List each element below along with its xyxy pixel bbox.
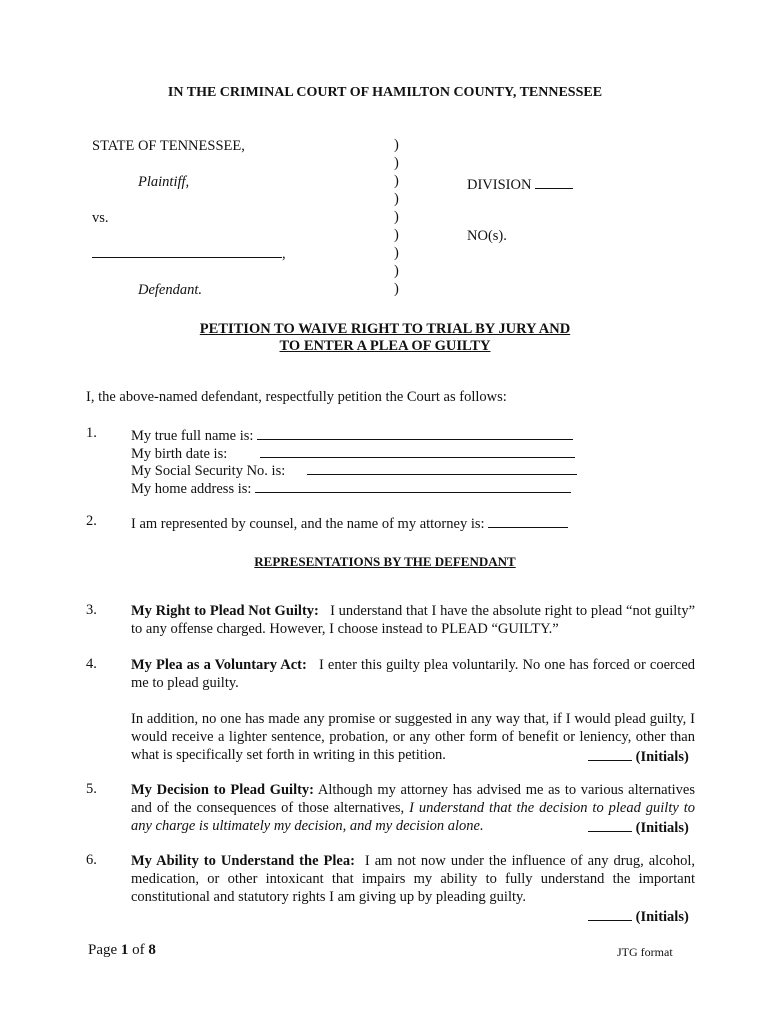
birth-date-field[interactable]: My birth date is: bbox=[131, 443, 575, 463]
case-number-label: NO(s). bbox=[467, 228, 507, 244]
item-4-initials-field[interactable]: (Initials) bbox=[588, 746, 689, 766]
item-6-paragraph: My Ability to Understand the Plea: I am not now under the influence of any drug, alcohol, medication, or other intoxicant that impairs my ability to fully understand the important constitutional and statutory rights I am giving up by pleading guilty. bbox=[131, 853, 695, 905]
item-1-number: 1. bbox=[86, 425, 97, 441]
item-5-number: 5. bbox=[86, 781, 97, 797]
caption-state: STATE OF TENNESSEE, bbox=[92, 138, 245, 154]
item-5-paragraph: My Decision to Plead Guilty: Although my attorney has advised me as to various alternatives and of the consequences of those alternatives, I understand that the decision to plead guilty to any charge is ultimately my decision, and my decision alone. bbox=[131, 782, 696, 834]
item-2-number: 2. bbox=[86, 513, 97, 529]
item-4-number: 4. bbox=[86, 656, 97, 672]
item-6-number: 6. bbox=[86, 852, 97, 868]
item-3-paragraph: My Right to Plead Not Guilty: I understand that I have the absolute right to plead “not guilty” to any offense charged. However, I choose instead to PLEAD “GUILTY.” bbox=[131, 603, 696, 637]
item-6-initials-field[interactable]: (Initials) bbox=[588, 906, 689, 926]
caption-plaintiff: Plaintiff, bbox=[138, 174, 190, 190]
division-field[interactable]: DIVISION bbox=[467, 174, 573, 194]
full-name-field[interactable]: My true full name is: bbox=[131, 425, 573, 445]
defendant-name-line[interactable]: , bbox=[92, 243, 286, 263]
court-title: IN THE CRIMINAL COURT OF HAMILTON COUNTY, TENNESSEE bbox=[167, 85, 603, 100]
petition-title: PETITION TO WAIVE RIGHT TO TRIAL BY JURY AND TO ENTER A PLEA OF GUILTY bbox=[199, 321, 571, 354]
intro-text: I, the above-named defendant, respectfully petition the Court as follows: bbox=[86, 389, 507, 405]
attorney-name-field[interactable]: I am represented by counsel, and the name of my attorney is: bbox=[131, 513, 568, 533]
format-label: JTG format bbox=[617, 945, 673, 959]
caption-paren-column: ) ) ) ) ) ) ) ) ) bbox=[394, 137, 399, 297]
caption-vs: vs. bbox=[92, 210, 109, 226]
ssn-field[interactable]: My Social Security No. is: bbox=[131, 460, 577, 480]
item-4-paragraph: My Plea as a Voluntary Act: I enter this guilty plea voluntarily. No one has forced or coerced me to plead guilty. bbox=[131, 657, 696, 691]
item-4-promise-paragraph: In addition, no one has made any promise or suggested in any way that, if I would plead guilty, I would receive a lighter sentence, probation, or any other form of benefit or leniency, other than what is specifically set forth in writing in this petition. bbox=[131, 711, 695, 763]
item-5-initials-field[interactable]: (Initials) bbox=[588, 817, 689, 837]
page-number: Page 1 of 8 bbox=[88, 942, 156, 958]
caption-defendant: Defendant. bbox=[138, 282, 203, 298]
home-address-field[interactable]: My home address is: bbox=[131, 478, 571, 498]
representations-title: REPRESENTATIONS BY THE DEFENDANT bbox=[254, 554, 516, 569]
item-3-number: 3. bbox=[86, 602, 97, 618]
